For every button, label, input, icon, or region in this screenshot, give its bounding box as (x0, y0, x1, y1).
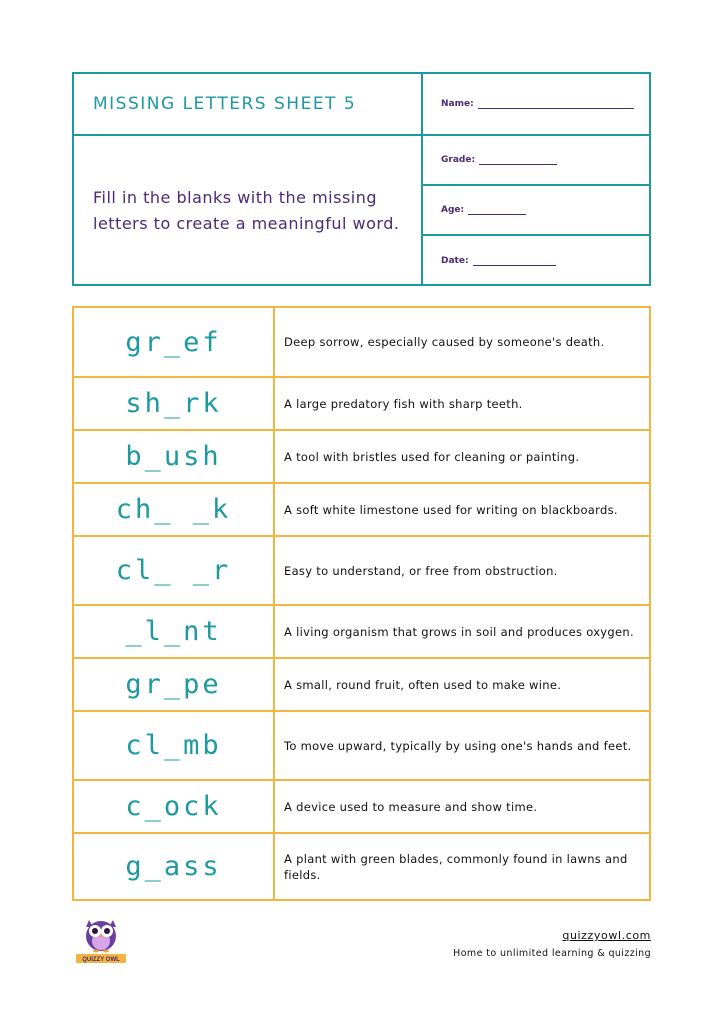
word-clue: A large predatory fish with sharp teeth. (284, 396, 523, 411)
word-clue: A small, round fruit, often used to make wine. (284, 677, 562, 692)
name-blank[interactable] (478, 100, 634, 109)
word-table (72, 306, 651, 901)
age-blank[interactable] (468, 206, 526, 215)
missing-word: b_ush (74, 431, 275, 482)
table-row (74, 781, 649, 834)
instructions: Fill in the blanks with the missing letters to create a meaningful word. (74, 136, 423, 286)
missing-word: sh_rk (74, 378, 275, 429)
missing-word: cl_ _r (74, 537, 275, 604)
table-row (74, 537, 649, 606)
table-row (74, 378, 649, 431)
worksheet-header (72, 72, 651, 286)
word-clue: A tool with bristles used for cleaning or painting. (284, 449, 580, 464)
date-label: Date: (441, 256, 469, 266)
word-clue: To move upward, typically by using one's hands and feet. (284, 738, 632, 753)
table-row (74, 606, 649, 659)
table-row (74, 659, 649, 712)
missing-word: _l_nt (74, 606, 275, 657)
logo-text: QUIZZY OWL (82, 957, 120, 963)
date-field[interactable] (423, 236, 649, 286)
table-row (74, 484, 649, 537)
missing-word: c_ock (74, 781, 275, 832)
word-clue: Deep sorrow, especially caused by someone's death. (284, 335, 605, 349)
word-clue: A plant with green blades, commonly found in lawns and fields. (284, 851, 628, 882)
site-tagline: Home to unlimited learning & quizzing (453, 948, 651, 959)
word-clue: A living organism that grows in soil and produces oxygen. (284, 624, 634, 639)
age-label: Age: (441, 205, 465, 215)
missing-word: g_ass (74, 834, 275, 899)
grade-field[interactable] (423, 136, 649, 186)
name-label: Name: (441, 99, 474, 109)
grade-blank[interactable] (479, 156, 557, 165)
table-row (74, 431, 649, 484)
word-clue: A device used to measure and show time. (284, 799, 538, 814)
age-field[interactable] (423, 186, 649, 236)
site-link[interactable]: quizzyowl.com (562, 929, 651, 942)
missing-word: gr_pe (74, 659, 275, 710)
name-field[interactable] (423, 74, 649, 136)
date-blank[interactable] (473, 257, 556, 266)
quizzy-owl-logo (76, 914, 126, 964)
word-clue: Easy to understand, or free from obstruction. (284, 563, 558, 578)
table-row (74, 712, 649, 781)
missing-word: ch_ _k (74, 484, 275, 535)
worksheet-title: MISSING LETTERS SHEET 5 (74, 74, 423, 136)
table-row (74, 308, 649, 378)
missing-word: cl_mb (74, 712, 275, 779)
word-clue: A soft white limestone used for writing on blackboards. (284, 502, 618, 517)
grade-label: Grade: (441, 155, 476, 165)
missing-word: gr_ef (74, 308, 275, 376)
table-row (74, 834, 649, 899)
